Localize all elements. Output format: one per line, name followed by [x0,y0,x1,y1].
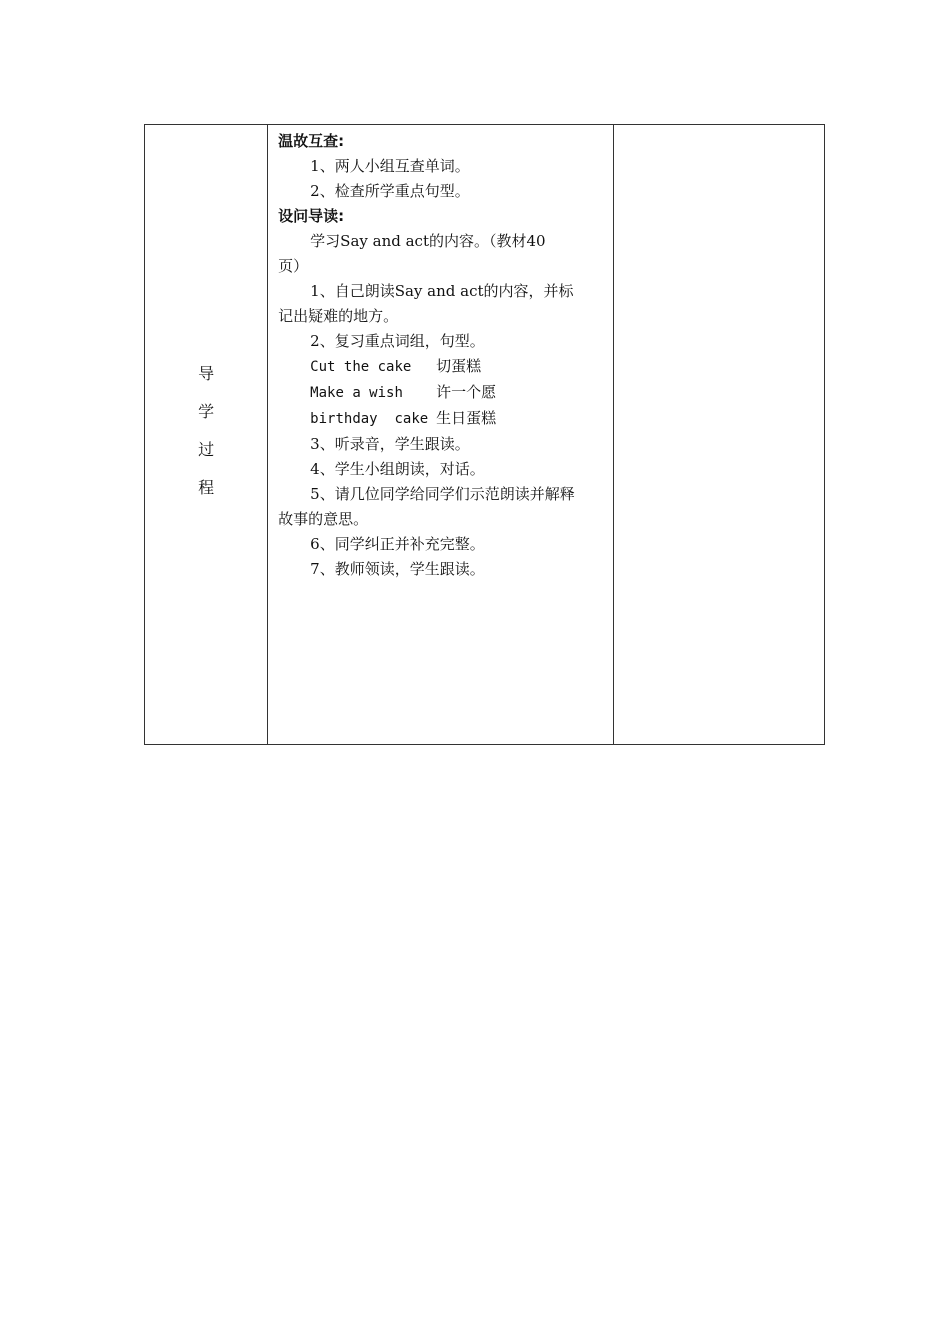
review-heading: 温故互查: [278,132,345,150]
table-row [145,125,825,745]
section-label [145,363,267,507]
phrase-chinese: 生日蛋糕 [436,409,497,427]
step-line: 5、请几位同学给同学们示范朗读并解释 [310,485,575,503]
label-char: 过 [198,439,215,459]
phrase-chinese: 切蛋糕 [436,357,482,375]
phrase-chinese: 许一个愿 [436,383,497,401]
phrase-row [278,380,605,406]
guided-reading-heading: 设问导读: [278,207,345,225]
step-line: 1、自己朗读Say and act的内容，并标 [310,282,574,300]
review-item: 2、检查所学重点句型。 [310,182,470,200]
intro-line: 页） [278,257,309,275]
label-char: 学 [198,401,215,421]
phrase-row [278,354,605,380]
phrase-english: Cut the cake [310,359,412,375]
label-char: 程 [198,477,215,497]
phrase-english: Make a wish [310,385,403,401]
step-line: 故事的意思。 [278,510,369,528]
phrase-row [278,406,605,432]
lesson-plan-table [144,124,825,745]
step-line: 记出疑难的地方。 [278,307,399,325]
label-char: 导 [198,363,215,383]
section-label-cell [145,125,268,745]
step-line: 3、听录音，学生跟读。 [310,435,470,453]
phrase-english: birthday cake [310,411,429,427]
content-cell [268,125,614,745]
step-line: 2、复习重点词组，句型。 [310,332,485,350]
step-line: 7、教师领读，学生跟读。 [310,560,485,578]
step-line: 6、同学纠正并补充完整。 [310,535,485,553]
review-item: 1、两人小组互查单词。 [310,157,470,175]
step-line: 4、学生小组朗读，对话。 [310,460,485,478]
notes-cell [613,125,824,745]
intro-line: 学习Say and act的内容。（教材40 [310,232,546,250]
